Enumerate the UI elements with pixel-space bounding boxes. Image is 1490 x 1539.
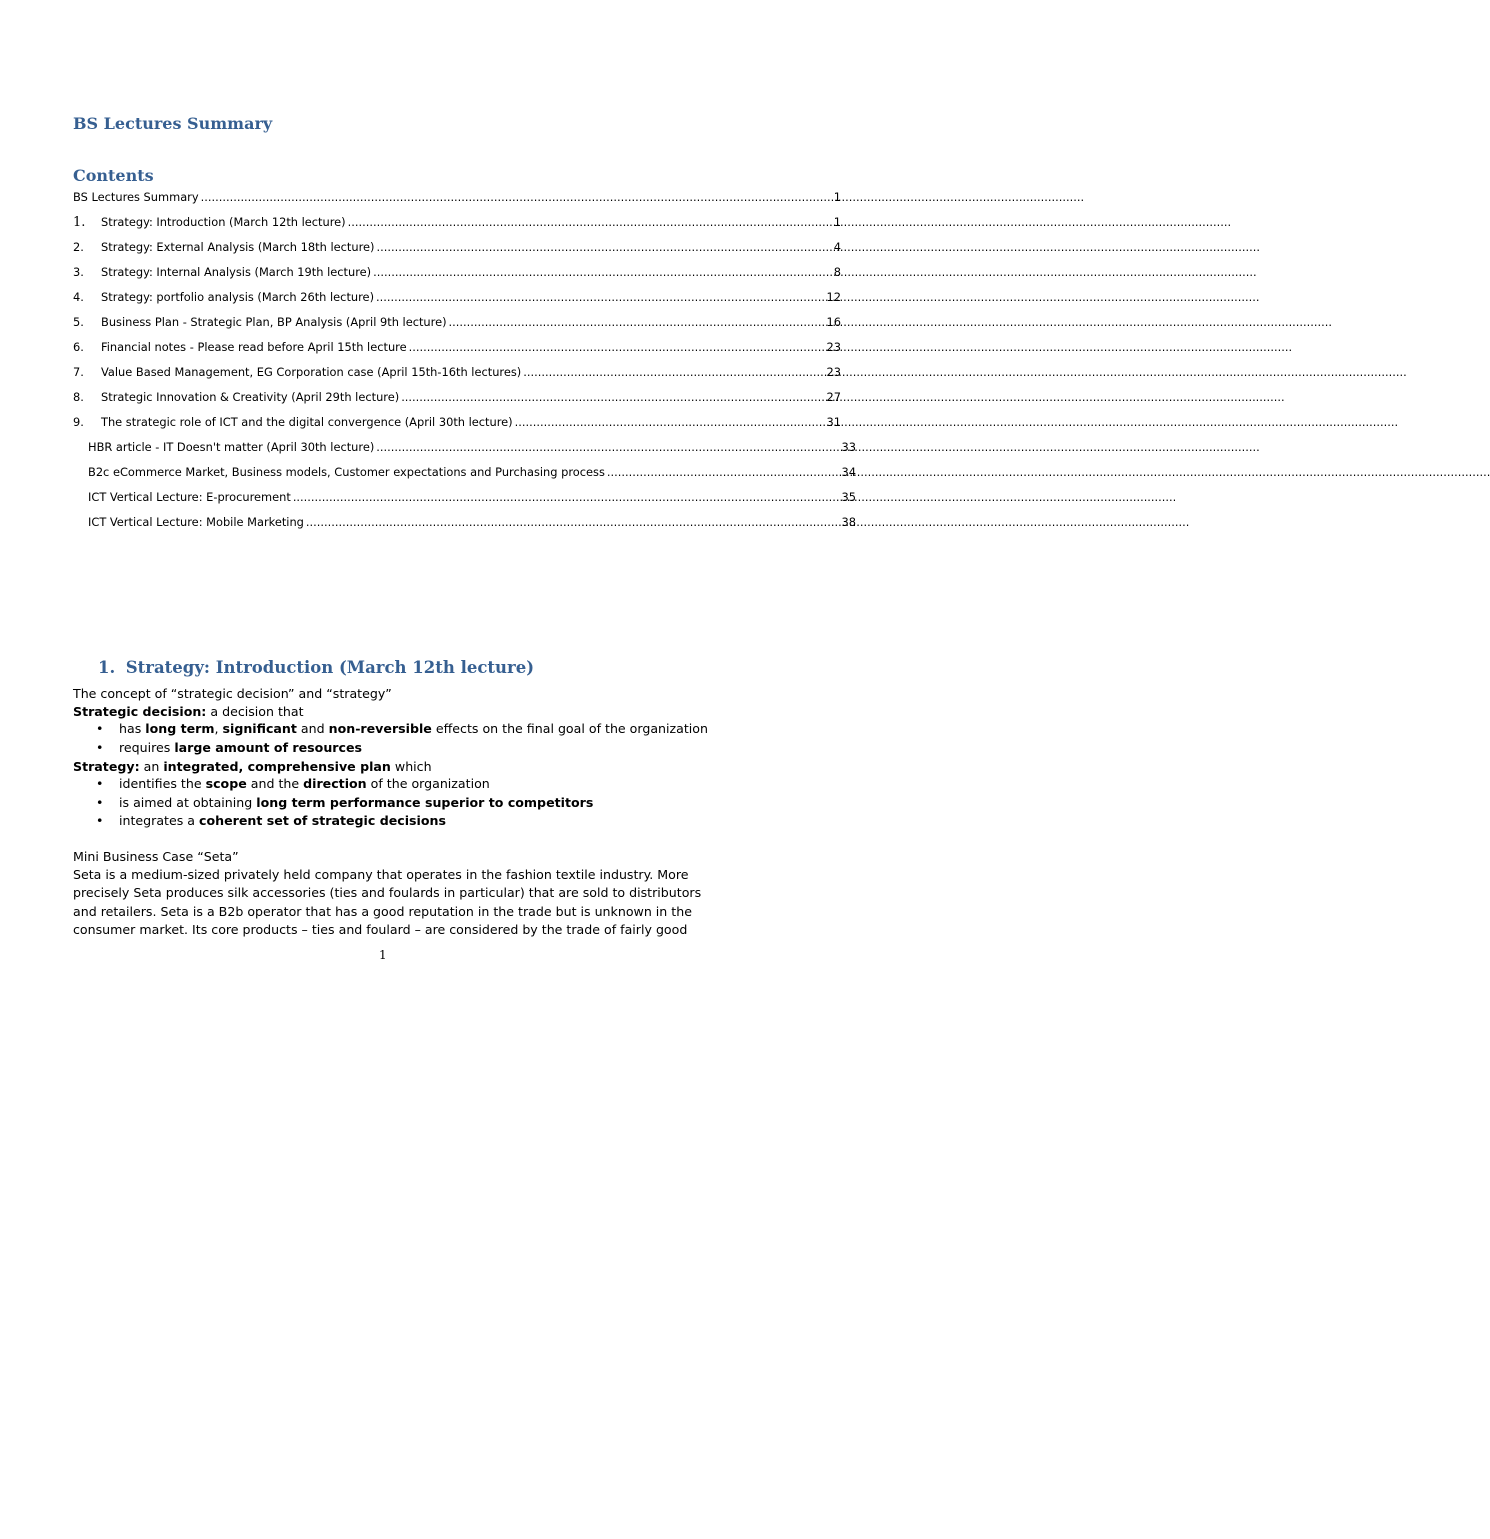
toc-entry[interactable] <box>88 465 856 479</box>
bold-run: coherent set of strategic decisions <box>199 813 446 828</box>
text-run: an <box>139 759 164 774</box>
document-page <box>0 0 856 1024</box>
toc-entry[interactable] <box>73 215 841 230</box>
toc-entry-title: BS Lectures Summary <box>73 190 199 204</box>
toc-entry[interactable] <box>73 390 841 404</box>
bold-run: significant <box>222 721 297 736</box>
toc-entry-number: 8. <box>73 390 84 404</box>
text-run: requires <box>119 739 175 755</box>
toc-entry-page: 23 <box>826 340 841 354</box>
contents-heading: Contents <box>73 166 154 185</box>
toc-entry-page: 1 <box>833 215 841 229</box>
text-run: of the organization <box>366 776 490 791</box>
toc-entry-page: 12 <box>826 290 841 304</box>
strategy-bullets <box>73 775 593 831</box>
strategic-decision-bullets <box>73 720 708 757</box>
bold-run: long term <box>145 721 215 736</box>
toc-entry-title: Strategy: portfolio analysis (March 26th lecture) <box>101 290 375 304</box>
paragraph-line: and retailers. Seta is a B2b operator that has a good reputation in the trade but is unknown in the <box>73 903 692 919</box>
toc-entry[interactable] <box>73 415 841 429</box>
toc-entry-page: 1 <box>833 190 841 204</box>
toc-entry-number: 3. <box>73 265 84 279</box>
toc-entry-number: 7. <box>73 365 84 379</box>
toc-entry-number: 1. <box>73 215 86 230</box>
toc-entry[interactable] <box>88 490 856 504</box>
text-run: has <box>119 721 146 736</box>
toc-entry[interactable] <box>88 440 856 454</box>
toc-entry[interactable] <box>73 265 841 279</box>
toc-entry[interactable] <box>73 365 841 379</box>
bullet-icon: • <box>96 739 104 755</box>
toc-entry-title: B2c eCommerce Market, Business models, Customer expectations and Purchasing process <box>88 465 605 479</box>
document-title: BS Lectures Summary <box>73 114 273 133</box>
toc-entry-page: 33 <box>841 440 856 454</box>
toc-entry-page: 4 <box>833 240 841 254</box>
bold-run: non-reversible <box>328 721 432 736</box>
toc-entry-number: 5. <box>73 315 84 329</box>
bullet-icon: • <box>96 794 104 810</box>
toc-entry-title: Business Plan - Strategic Plan, BP Analysis (April 9th lecture) <box>101 315 447 329</box>
strategy-definition <box>73 758 432 776</box>
list-item <box>73 739 708 758</box>
toc-entry[interactable] <box>88 515 856 529</box>
definition-text: a decision that <box>206 704 304 719</box>
toc-entry-title: Strategic Innovation & Creativity (April 29th lecture) <box>101 390 400 404</box>
toc-entry-page: 27 <box>826 390 841 404</box>
page-number: 1 <box>379 948 387 962</box>
list-item <box>73 720 708 739</box>
paragraph-line: precisely Seta produces silk accessories (ties and foulards in particular) that are sold to distributors <box>73 885 702 901</box>
toc-entry-page: 31 <box>826 415 841 429</box>
toc-entry-page: 16 <box>826 315 841 329</box>
section-number: 1. <box>98 658 116 677</box>
toc-entry-number: 9. <box>73 415 84 429</box>
toc-entry-title: HBR article - IT Doesn't matter (April 30th lecture) <box>88 440 375 454</box>
toc-entry-page: 8 <box>833 265 841 279</box>
toc-entry[interactable] <box>73 290 841 304</box>
bold-run: direction <box>303 776 367 791</box>
toc-entry[interactable] <box>73 315 841 329</box>
toc-entry-title: ICT Vertical Lecture: Mobile Marketing <box>88 515 304 529</box>
text-run: identifies the <box>119 776 206 791</box>
section-title: Strategy: Introduction (March 12th lecture) <box>125 658 534 677</box>
bold-run: long term performance superior to competitors <box>256 794 594 810</box>
paragraph-line: consumer market. Its core products – ties and foulard – are considered by the trade of fairly good <box>73 921 688 937</box>
bullet-icon: • <box>96 813 104 828</box>
bold-run: scope <box>205 776 247 791</box>
strategic-decision-definition <box>73 703 304 721</box>
toc-entry-page: 34 <box>841 465 856 479</box>
toc-entry-title: Financial notes - Please read before April 15th lecture <box>101 340 407 354</box>
case-title: Mini Business Case “Seta” <box>73 849 239 864</box>
bold-run: large amount of resources <box>174 739 363 755</box>
intro-line: The concept of “strategic decision” and “strategy” <box>73 686 392 701</box>
bullet-icon: • <box>96 721 104 736</box>
toc-entry[interactable] <box>73 340 841 354</box>
toc-entry-title: Strategy: Internal Analysis (March 19th lecture) <box>101 265 372 279</box>
bullet-icon: • <box>96 776 104 791</box>
paragraph-line: Seta is a medium-sized privately held company that operates in the fashion textile industry. More <box>73 867 689 882</box>
toc-entry-page: 38 <box>841 515 856 529</box>
bold-run: integrated, comprehensive plan <box>163 759 391 774</box>
section-heading <box>98 658 534 677</box>
case-paragraph <box>73 866 702 939</box>
list-item <box>73 812 593 831</box>
text-run: which <box>390 759 432 774</box>
text-run: , <box>214 721 223 736</box>
text-run: effects on the final goal of the organization <box>431 721 708 736</box>
text-run: integrates a <box>119 813 200 828</box>
text-run: and the <box>246 776 304 791</box>
toc-entry-number: 2. <box>73 240 84 254</box>
text-run: and <box>296 721 329 736</box>
toc-entry-page: 35 <box>841 490 856 504</box>
toc-entry-number: 4. <box>73 290 84 304</box>
toc-entry-number: 6. <box>73 340 84 354</box>
toc-entry[interactable] <box>73 190 841 204</box>
toc-entry-page: 23 <box>826 365 841 379</box>
toc-entry-title: The strategic role of ICT and the digital convergence (April 30th lecture) <box>101 415 513 429</box>
text-run: is aimed at obtaining <box>119 794 257 810</box>
toc-entry[interactable] <box>73 240 841 254</box>
list-item <box>73 794 593 813</box>
toc-entry-title: Value Based Management, EG Corporation case (April 15th-16th lectures) <box>101 365 522 379</box>
term-label: Strategy: <box>73 759 140 774</box>
toc-entry-title: Strategy: Introduction (March 12th lecture) <box>101 215 346 229</box>
toc-entry-title: Strategy: External Analysis (March 18th lecture) <box>101 240 375 254</box>
list-item <box>73 775 593 794</box>
toc-entry-title: ICT Vertical Lecture: E-procurement <box>88 490 291 504</box>
term-label: Strategic decision: <box>73 704 207 719</box>
